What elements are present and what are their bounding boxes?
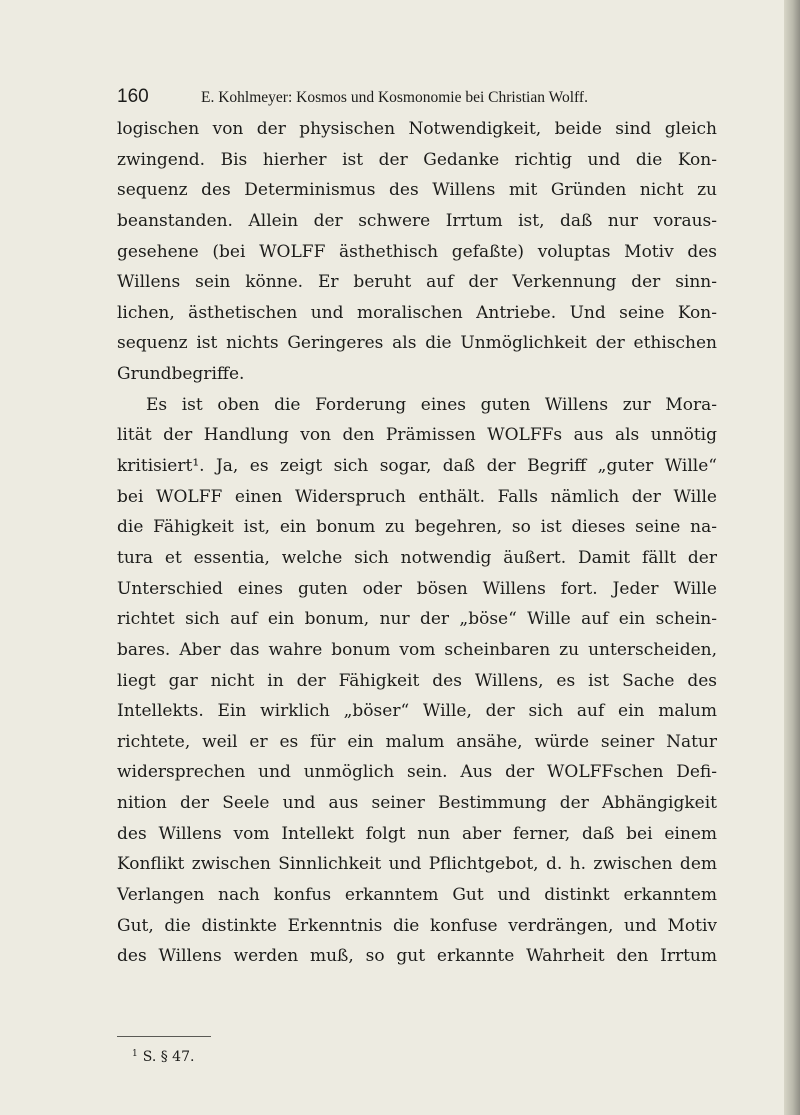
text-line: nition der Seele und aus seiner Bestimmung der Abhängigkeit <box>117 793 717 814</box>
text-line: bares. Aber das wahre bonum vom scheinbaren zu unterscheiden, <box>117 639 717 660</box>
paragraph-start-line: Es ist oben die Forderung eines guten Willens zur Mora- <box>146 394 717 415</box>
page-edge-shadow <box>784 0 800 1115</box>
text-line: gesehene (bei WOLFF ästhethisch gefaßte) voluptas Motiv des <box>117 241 717 262</box>
text-line: sequenz ist nichts Geringeres als die Unmöglichkeit der ethischen <box>117 333 717 354</box>
footnote-rule <box>117 1036 211 1037</box>
text-line: Gut, die distinkte Erkenntnis die konfuse verdrängen, und Motiv <box>117 915 717 936</box>
text-line: tura et essentia, welche sich notwendig äußert. Damit fällt der <box>117 547 717 568</box>
text-line: richtet sich auf ein bonum, nur der „böse“ Wille auf ein schein- <box>117 609 717 630</box>
text-line: lität der Handlung von den Prämissen WOLFFs aus als unnötig <box>117 425 717 446</box>
text-line: Intellekts. Ein wirklich „böser“ Wille, der sich auf ein malum <box>117 701 717 722</box>
text-line: Unterschied eines guten oder bösen Willens fort. Jeder Wille <box>117 578 717 599</box>
body-text <box>117 114 717 972</box>
text-line: des Willens werden muß, so gut erkannte Wahrheit den Irrtum <box>117 946 717 967</box>
text-line: richtete, weil er es für ein malum ansähe, würde seiner Natur <box>117 731 717 752</box>
footnote <box>132 1044 194 1067</box>
text-line: Verlangen nach konfus erkanntem Gut und distinkt erkanntem <box>117 885 717 906</box>
text-line: sequenz des Determinismus des Willens mit Gründen nicht zu <box>117 180 717 201</box>
text-line: zwingend. Bis hierher ist der Gedanke richtig und die Kon- <box>117 149 717 170</box>
text-line: kritisiert¹. Ja, es zeigt sich sogar, daß der Begriff „guter Wille“ <box>117 456 717 477</box>
text-line: Willens sein könne. Er beruht auf der Verkennung der sinn- <box>117 272 717 293</box>
text-line: die Fähigkeit ist, ein bonum zu begehren, so ist dieses seine na- <box>117 517 717 538</box>
text-line: logischen von der physischen Notwendigkeit, beide sind gleich <box>117 119 717 139</box>
text-line: Konflikt zwischen Sinnlichkeit und Pflichtgebot, d. h. zwischen dem <box>117 854 717 875</box>
paragraph-end-line: Grundbegriffe. <box>117 364 245 385</box>
running-head: E. Kohlmeyer: Kosmos und Kosmonomie bei Christian Wolff. <box>201 89 588 106</box>
text-line: beanstanden. Allein der schwere Irrtum ist, daß nur voraus- <box>117 210 717 231</box>
text-line: lichen, ästhetischen und moralischen Antriebe. Und seine Kon- <box>117 302 717 323</box>
footnote-mark: 1 <box>132 1049 138 1059</box>
footnote-text: S. § 47. <box>142 1049 195 1065</box>
page-number: 160 <box>117 86 149 107</box>
text-line: widersprechen und unmöglich sein. Aus der WOLFFschen Defi- <box>117 762 717 783</box>
text-line: bei WOLFF einen Widerspruch enthält. Falls nämlich der Wille <box>117 486 717 507</box>
text-line: des Willens vom Intellekt folgt nun aber ferner, daß bei einem <box>117 823 717 844</box>
text-line: liegt gar nicht in der Fähigkeit des Willens, es ist Sache des <box>117 670 717 691</box>
page-header <box>117 85 697 109</box>
